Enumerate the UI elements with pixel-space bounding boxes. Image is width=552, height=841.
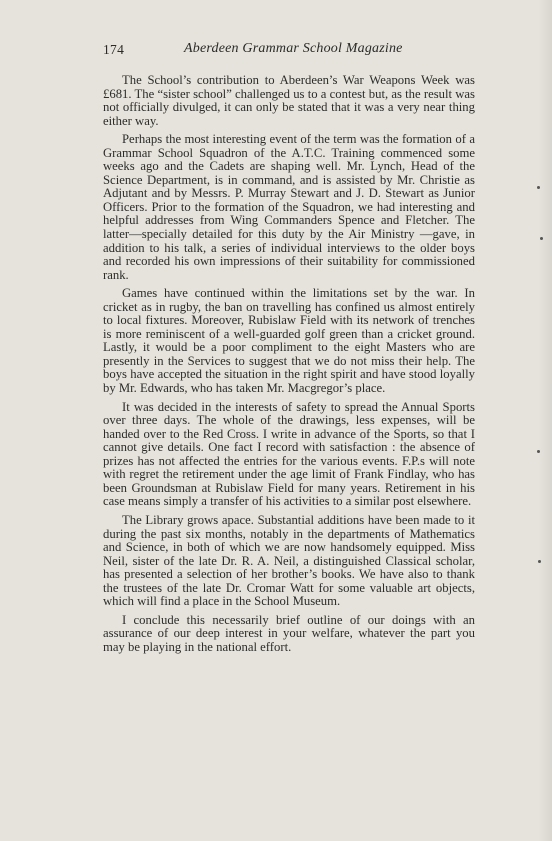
- running-head: Aberdeen Grammar School Magazine: [184, 41, 403, 56]
- margin-speck: [537, 186, 540, 189]
- paragraph-library: The Library grows apace. Substantial additions have been made to it during the past six months, notably in the departments of Mathematics and Science, in both of which we are now handsomely equipped. Miss Neil, sister of the late Dr. R. A. Neil, a distinguished Classical scholar, has presented a selection of her brother’s books. We have also to thank the trustees of the late Dr. Cromar Watt for some valuable art objects, which will find a place in the School Museum.: [103, 512, 475, 609]
- margin-speck: [540, 237, 543, 240]
- paragraph-atc-squadron: Perhaps the most interesting event of the term was the formation of a Grammar School Squadron of the A.T.C. Training commenced some weeks ago and the Cadets are shaping well. Mr. Lynch, Head of the Science Department, is in command, and is assisted by Mr. Christie as Adjutant and by Messrs. P. Murray Stewart and J. D. Stewart as Junior Officers. Prior to the formation of the Squadron, we had interesting and helpful addresses from Wing Commanders Spence and Fletcher. The latter—specially detailed for this duty by the Air Ministry —gave, in addition to his talk, a series of individual interviews to the older boys and recorded his own impressions of their suitability for commissioned rank.: [103, 132, 475, 282]
- paragraph-war-weapons-week: The School’s contribution to Aberdeen’s War Weapons Week was £681. The “sister school” challenged us to a contest but, as the result was not officially divulged, it can only be stated that it was a very near thing either way.: [103, 73, 475, 128]
- margin-speck: [537, 450, 540, 453]
- paragraph-conclusion: I conclude this necessarily brief outline of our doings with an assurance of our deep interest in your welfare, whatever the part you may be playing in the national effort.: [103, 612, 475, 654]
- page-number: 174: [103, 42, 125, 57]
- page-header: [103, 40, 473, 60]
- margin-speck: [538, 560, 541, 563]
- article-body: [103, 74, 475, 659]
- page-edge-shadow: [538, 0, 552, 841]
- paragraph-annual-sports: It was decided in the interests of safety to spread the Annual Sports over three days. The whole of the drawings, less expenses, will be handed over to the Red Cross. I write in advance of the Sports, so that I cannot give details. One fact I record with satisfaction : the absence of prizes has not affected the entries for the various events. F.P.s will note with regret the retirement under the age limit of Frank Findlay, who has been Groundsman at Rubislaw Field for many years. Retirement in his case means simply a transfer of his activities to a similar post elsewhere.: [103, 399, 475, 509]
- paragraph-games: Games have continued within the limitations set by the war. In cricket as in rugby, the ban on travelling has confined us almost entirely to local fixtures. Moreover, Rubislaw Field with its network of trenches is more reminiscent of a well-guarded golf green than a cricket ground. Lastly, it would be a poor compliment to the eight Masters who are presently in the Services to suggest that we do not miss their help. The boys have accepted the situation in the right spirit and have stood loyally by Mr. Edwards, who has taken Mr. Macgregor’s place.: [103, 286, 475, 396]
